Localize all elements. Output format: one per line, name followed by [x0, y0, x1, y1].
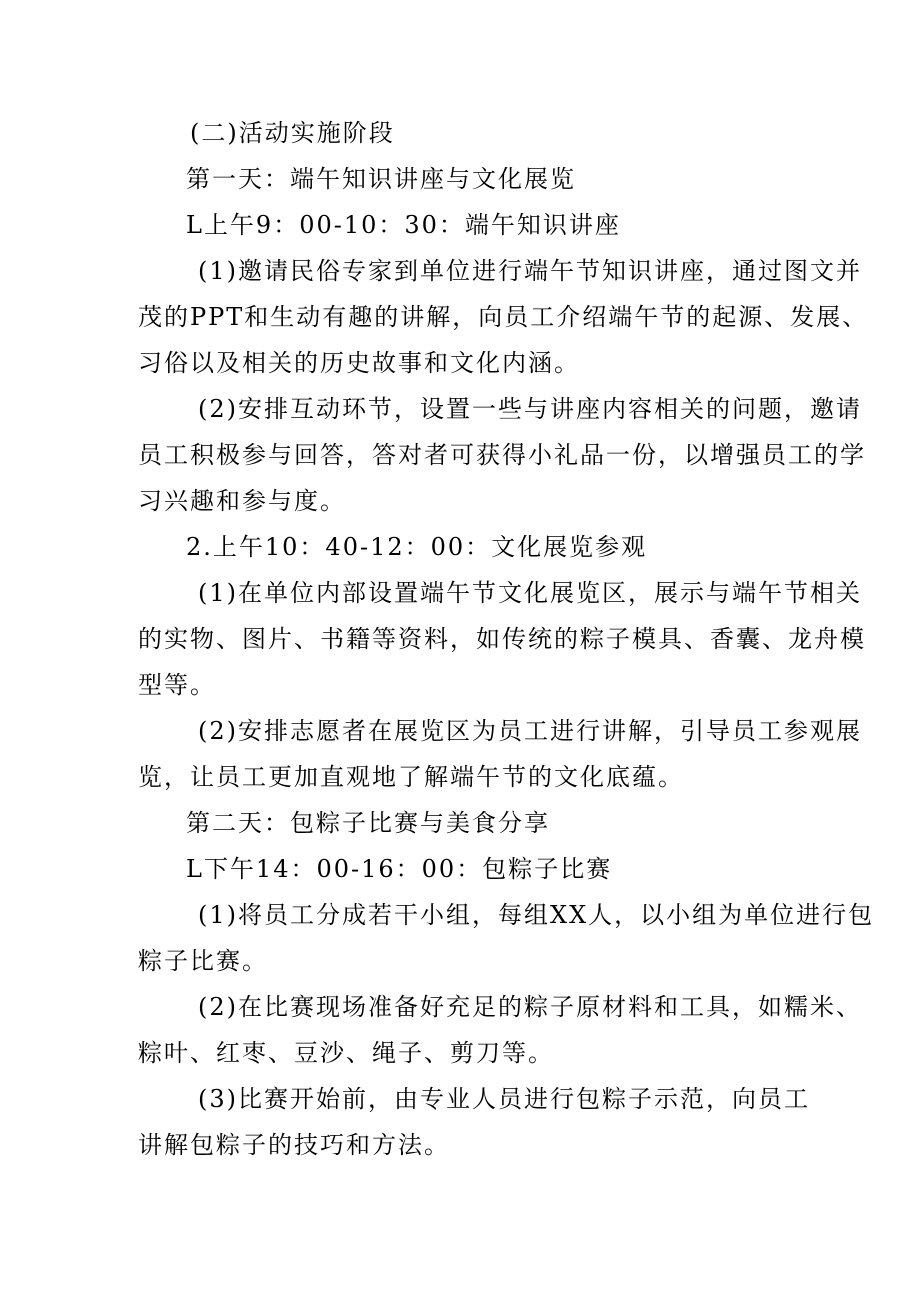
- paragraph-line: (1)在单位内部设置端午节文化展览区，展示与端午节相关: [198, 579, 862, 607]
- paragraph-line: 型等。: [138, 671, 216, 699]
- paragraph-line: 览，让员工更加直观地了解端午节的文化底蕴。: [138, 763, 684, 791]
- paragraph-line: 粽子比赛。: [138, 947, 268, 975]
- schedule-heading: L上午9：00-10：30：端午知识讲座: [186, 211, 621, 239]
- paragraph-line: 粽叶、红枣、豆沙、绳子、剪刀等。: [138, 1039, 554, 1067]
- paragraph-line: 的实物、图片、书籍等资料，如传统的粽子模具、香囊、龙舟模: [138, 625, 866, 653]
- section-heading: (二)活动实施阶段: [190, 119, 395, 147]
- paragraph-line: (2)在比赛现场准备好充足的粽子原材料和工具，如糯米、: [198, 993, 862, 1021]
- paragraph-line: 茂的PPT和生动有趣的讲解，向员工介绍端午节的起源、发展、: [138, 303, 869, 331]
- paragraph-line: 讲解包粽子的技巧和方法。: [138, 1131, 450, 1159]
- day-heading: 第一天：端午知识讲座与文化展览: [186, 165, 576, 193]
- paragraph-line: 习俗以及相关的历史故事和文化内涵。: [138, 349, 580, 377]
- paragraph-line: (2)安排志愿者在展览区为员工进行讲解，引导员工参观展: [198, 717, 862, 745]
- paragraph-line: (1)将员工分成若干小组，每组XX人，以小组为单位进行包: [198, 901, 875, 929]
- schedule-heading: 2.上午10：40-12：00：文化展览参观: [186, 533, 648, 561]
- day-heading: 第二天：包粽子比赛与美食分享: [186, 809, 550, 837]
- paragraph-line: 习兴趣和参与度。: [138, 487, 346, 515]
- paragraph-line: (1)邀请民俗专家到单位进行端午节知识讲座，通过图文并: [198, 257, 862, 285]
- paragraph-line: (2)安排互动环节，设置一些与讲座内容相关的问题，邀请: [198, 395, 862, 423]
- schedule-heading: L下午14：00-16：00：包粽子比赛: [186, 855, 613, 883]
- paragraph-line: (3)比赛开始前，由专业人员进行包粽子示范，向员工: [198, 1085, 810, 1113]
- paragraph-line: 员工积极参与回答，答对者可获得小礼品一份，以增强员工的学: [138, 441, 866, 469]
